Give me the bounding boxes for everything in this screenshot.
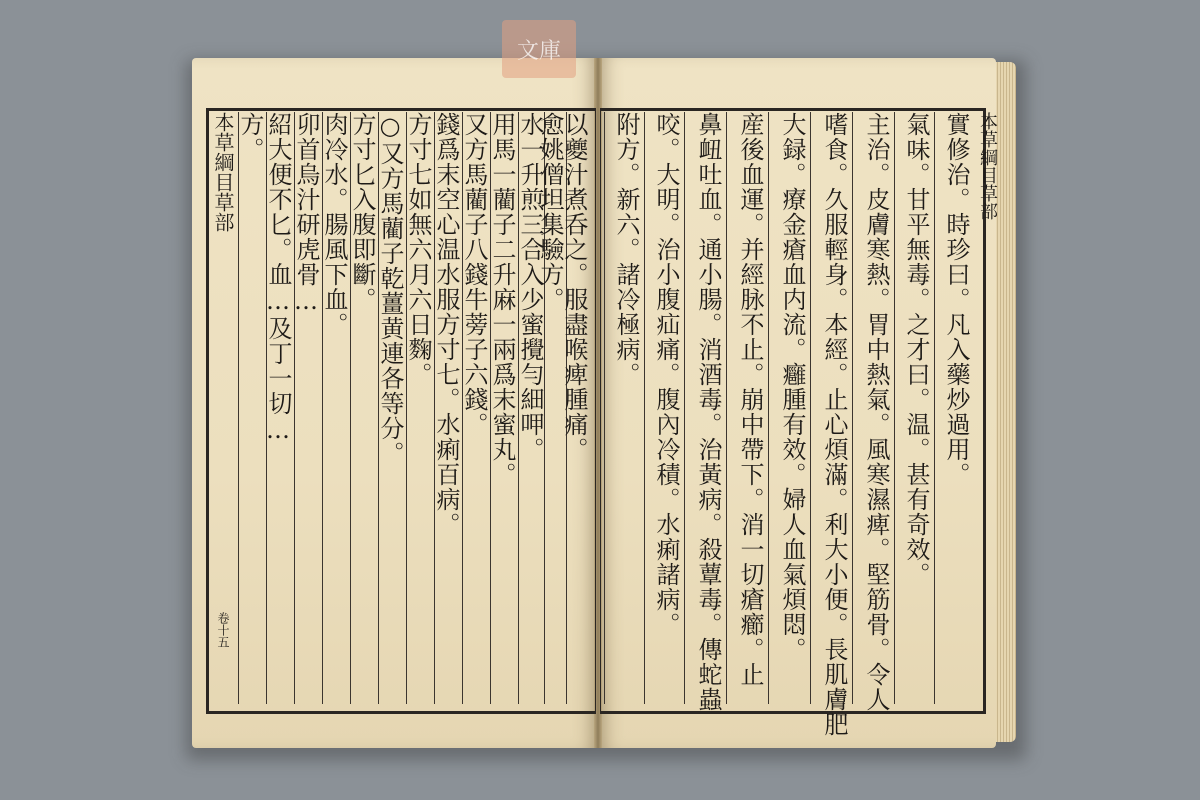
left-column-5: 方寸匕入腹即斷。 [350,112,381,704]
right-column-3: 鼻衄吐血。通小腸。消酒毒。治黃病。殺蕈毒。傳蛇蟲 [684,112,727,704]
right-column-1: 附方。新六。諸冷極病。 [604,112,645,704]
right-column-6: 嗜食。久服輕身。本經。止心煩滿。利大小便。長肌膚肥 [810,112,853,704]
right-fold-mark: 本草綱目草部 [977,112,998,220]
left-column-1: 方。 [238,112,269,704]
left-column-4: 肉冷水。腸風下血。 [322,112,353,704]
left-column-3: 卯首烏汁研虎骨… [294,112,325,704]
library-seal-watermark [502,20,576,78]
right-column-8: 氣味。甘平無毒。之才曰。温。甚有奇效。 [894,112,935,704]
right-column-9: 實修治。時珍曰。凡入藥炒過用。 [934,112,975,704]
left-column-12: 愈姚僧坦集驗方。 [544,112,569,704]
seal-text: 文庫 [516,38,561,64]
left-column-11: 水一升煎三合入少蜜攪勻細呷。 [518,112,549,704]
left-column-2: 紹大便不匕。血…及丁一切… [266,112,297,704]
right-column-2: 咬。大明。治小腹疝痛。腹內冷積。水痢諸病。 [644,112,685,704]
left-column-6: ○又方馬藺子乾薑黄連各等分。 [378,112,409,704]
left-page-number: 卷十五 [216,612,230,648]
right-column-4: 産後血運。并經脉不止。崩中帶下。消一切瘡癤。止 [726,112,769,704]
left-column-8: 錢爲末空心温水服方寸七。水痢百病。 [434,112,465,704]
left-header-title: 本草綱目草部 [211,112,235,232]
left-column-9: 又方馬藺子八錢牛蒡子六錢。 [462,112,493,704]
left-column-10: 用馬一藺子二升麻一兩爲末蜜丸。 [490,112,521,704]
right-column-5: 大録。療金瘡血内流。癰腫有效。婦人血氣煩悶。 [768,112,811,704]
right-column-7: 主治。皮膚寒熱。胃中熱氣。風寒濕痺。堅筋骨。令人 [852,112,895,704]
left-column-13: 以夔汁煮呑之。服盡喉痺腫痛。 [566,112,593,704]
left-column-7: 方寸七如無六月六日麴。 [406,112,437,704]
